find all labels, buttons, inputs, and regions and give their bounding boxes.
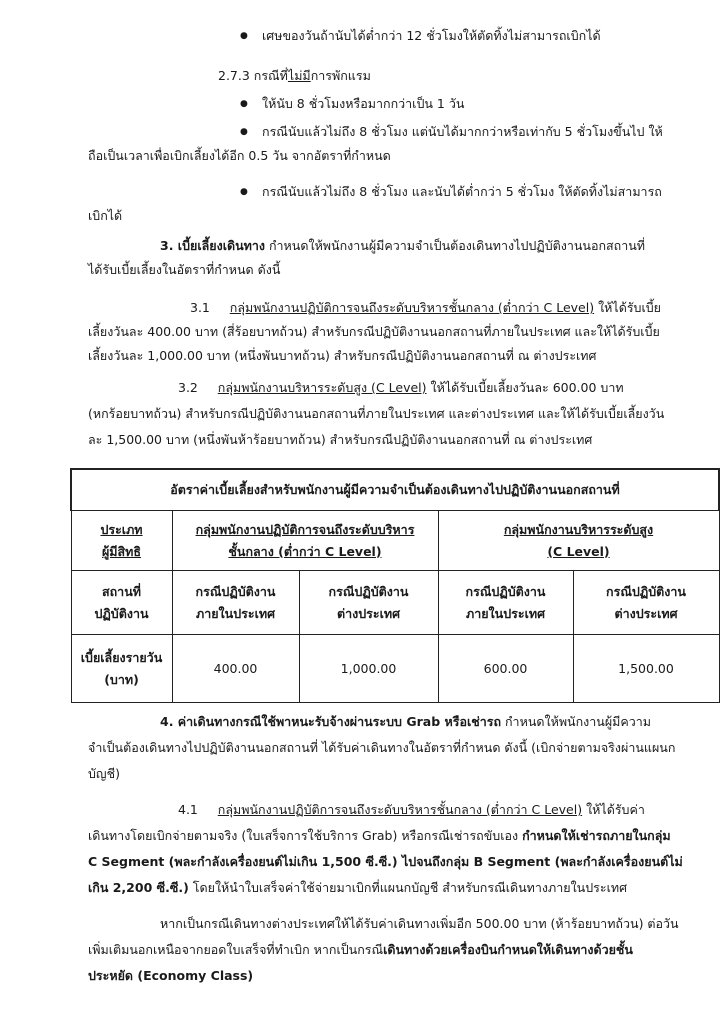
text: ให้ได้รับเบี้ย	[594, 300, 662, 315]
cell-mid-domestic: 400.00	[172, 635, 299, 703]
bullet-line	[262, 26, 601, 46]
paragraph-4-1	[178, 800, 645, 820]
text: เลี้ยงวันละ 400.00 บาท (สี่ร้อยบาทถ้วน) สำหรับกรณีปฏิบัติงานนอกสถานที่ภายในประเทศ และให้ได้รับเบี้ย	[88, 324, 660, 339]
text: ชั้นกลาง (ต่ำกว่า C Level)	[228, 543, 382, 559]
text: กรณีนับแล้วไม่ถึง 8 ชั่วโมง แต่นับได้มากกว่าหรือเท่ากับ 5 ชั่วโมงขึ้นไป ให้	[262, 124, 663, 139]
underlined-text: กลุ่มพนักงานปฏิบัติการจนถึงระดับบริหารชั้นกลาง (ต่ำกว่า C Level)	[229, 300, 595, 315]
text: กลุ่มพนักงานปฏิบัติการจนถึงระดับบริหาร	[195, 521, 415, 537]
header-cell-exec-abroad	[573, 571, 719, 635]
text: ประเภท	[100, 521, 143, 537]
text-line	[88, 966, 253, 986]
text-line	[88, 878, 627, 898]
underlined-text: ไม่มี	[287, 68, 311, 83]
text: เบิกได้	[88, 208, 123, 223]
text: ต่างประเทศ	[336, 605, 401, 621]
underlined-text: กลุ่มพนักงานปฏิบัติการจนถึงระดับบริหารชั้นกลาง (ต่ำกว่า C Level)	[217, 802, 583, 817]
text: ให้ได้รับเบี้ยเลี้ยงวันละ 600.00 บาท	[426, 380, 624, 395]
text: กลุ่มพนักงานบริหารระดับสูง	[503, 521, 654, 537]
text: กรณีนับแล้วไม่ถึง 8 ชั่วโมง และนับได้ต่ำกว่า 5 ชั่วโมง ให้ตัดทิ้งไม่สามารถ	[262, 184, 662, 199]
bullet-line	[262, 94, 464, 114]
text: ให้ได้รับค่า	[582, 802, 645, 817]
section-3-heading	[160, 236, 645, 256]
paragraph-3-2	[178, 378, 624, 398]
table-row	[71, 635, 719, 703]
clause-number: 4.1	[178, 802, 198, 817]
text: กำหนดให้พนักงานผู้มีความ	[501, 714, 652, 729]
paragraph-3-1	[190, 298, 661, 318]
clause-number: 3.1	[190, 300, 210, 315]
header-cell-mid-level	[172, 511, 438, 571]
text: เศษของวันถ้านับได้ต่ำกว่า 12 ชั่วโมงให้ตัดทิ้งไม่สามารถเบิกได้	[262, 28, 601, 43]
header-cell-mid-domestic	[172, 571, 299, 635]
header-cell-place	[71, 571, 172, 635]
text: สถานที่	[101, 583, 141, 599]
text: ผู้มีสิทธิ	[101, 543, 142, 559]
text-line	[88, 852, 683, 872]
text-line	[88, 206, 122, 226]
text: กรณีปฏิบัติงาน	[328, 583, 409, 599]
text-line	[88, 764, 120, 784]
text: ภายในประเทศ	[195, 605, 276, 621]
text-line	[88, 322, 660, 342]
table-subheader-row	[71, 571, 719, 635]
text-line	[88, 146, 391, 166]
table-header-row	[71, 511, 719, 571]
text: 2.7.3 กรณีที่	[218, 68, 288, 83]
bold-text: กำหนดให้เช่ารถภายในกลุ่ม	[522, 828, 671, 843]
text: (หกร้อยบาทถ้วน) สำหรับกรณีปฏิบัติงานนอกสถานที่ภายในประเทศ และต่างประเทศ และให้ได้รับเบี้ยเลี้ยงวัน	[88, 406, 665, 421]
text: กรณีปฏิบัติงาน	[465, 583, 546, 599]
clause-number: 3.2	[178, 380, 198, 395]
text: กำหนดให้พนักงานผู้มีความจำเป็นต้องเดินทางไปปฏิบัติงานนอกสถานที่	[265, 238, 646, 253]
text: จำเป็นต้องเดินทางไปปฏิบัติงานนอกสถานที่ ได้รับค่าเดินทางในอัตราที่กำหนด ดังนี้ (เบิกจ่ายตามจริงผ่านแผนก	[88, 740, 676, 755]
allowance-rate-table	[70, 468, 720, 703]
paragraph-4-1-foreign	[160, 914, 679, 934]
text: ต่างประเทศ	[614, 605, 678, 621]
text: กรณีปฏิบัติงาน	[195, 583, 276, 599]
text-line	[88, 260, 280, 280]
text: (บาท)	[104, 671, 139, 687]
text-line	[88, 404, 664, 424]
header-cell-mid-abroad	[299, 571, 438, 635]
bold-text: เกิน 2,200 ซี.ซี.)	[88, 880, 189, 895]
bullet-line	[262, 182, 662, 202]
header-cell-type	[71, 511, 172, 571]
cell-exec-abroad: 1,500.00	[573, 635, 719, 703]
bold-text: ประหยัด (Economy Class)	[88, 968, 254, 983]
cell-mid-abroad: 1,000.00	[299, 635, 438, 703]
text-line	[88, 430, 592, 450]
text-line	[88, 346, 596, 366]
bullet-line	[262, 122, 663, 142]
subsection-heading	[218, 66, 371, 86]
text: บัญชี)	[88, 766, 120, 781]
bold-text: เดินทางด้วยเครื่องบินกำหนดให้เดินทางด้วยชั้น	[383, 942, 633, 957]
section-4-heading	[160, 712, 651, 732]
text-line	[88, 826, 671, 846]
text-line	[88, 940, 633, 960]
text: กรณีปฏิบัติงาน	[606, 583, 686, 599]
text: เลี้ยงวันละ 1,000.00 บาท (หนึ่งพันบาทถ้วน) สำหรับกรณีปฏิบัติงานนอกสถานที่ ณ ต่างประเทศ	[88, 348, 597, 363]
section-title: 4. ค่าเดินทางกรณีใช้พาหนะรับจ้างผ่านระบบ Grab หรือเช่ารถ	[160, 714, 502, 729]
section-title: 3. เบี้ยเลี้ยงเดินทาง	[160, 238, 265, 253]
text: เดินทางโดยเบิกจ่ายตามจริง (ใบเสร็จการใช้บริการ Grab) หรือกรณีเช่ารถขับเอง	[88, 828, 523, 843]
header-cell-c-level	[438, 511, 719, 571]
text: โดยให้นำใบเสร็จค่าใช้จ่ายมาเบิกที่แผนกบัญชี สำหรับกรณีเดินทางภายในประเทศ	[188, 880, 628, 895]
text: ละ 1,500.00 บาท (หนึ่งพันห้าร้อยบาทถ้วน) สำหรับกรณีปฏิบัติงานนอกสถานที่ ณ ต่างประเทศ	[88, 432, 593, 447]
text: ให้นับ 8 ชั่วโมงหรือมากกว่าเป็น 1 วัน	[262, 96, 465, 111]
text: เบี้ยเลี้ยงรายวัน	[80, 649, 163, 665]
text: หากเป็นกรณีเดินทางต่างประเทศให้ได้รับค่าเดินทางเพิ่มอีก 500.00 บาท (ห้าร้อยบาทถ้วน) ต่อวัน	[160, 916, 679, 931]
text: ภายในประเทศ	[465, 605, 546, 621]
text: ได้รับเบี้ยเลี้ยงในอัตราที่กำหนด ดังนี้	[88, 262, 281, 277]
text: ถือเป็นเวลาเพื่อเบิกเลี้ยงได้อีก 0.5 วัน จากอัตราที่กำหนด	[88, 148, 391, 163]
text: (C Level)	[547, 543, 610, 559]
text: การพักแรม	[310, 68, 371, 83]
text: ปฏิบัติงาน	[94, 605, 149, 621]
cell-exec-domestic: 600.00	[438, 635, 573, 703]
row-label-daily-allowance	[71, 635, 172, 703]
underlined-text: กลุ่มพนักงานบริหารระดับสูง (C Level)	[217, 380, 427, 395]
text: เพิ่มเติมนอกเหนือจากยอดใบเสร็จที่ทำเบิก หากเป็นกรณี	[88, 942, 384, 957]
table-title: อัตราค่าเบี้ยเลี้ยงสำหรับพนักงานผู้มีความจำเป็นต้องเดินทางไปปฏิบัติงานนอกสถานที่	[71, 469, 719, 511]
text-line	[88, 738, 675, 758]
bold-text: C Segment (พละกำลังเครื่องยนต์ไม่เกิน 1,500 ซี.ซี.) ไปจนถึงกลุ่ม B Segment (พละกำลังเครื่องยนต์ไม่	[88, 854, 683, 869]
header-cell-exec-domestic	[438, 571, 573, 635]
